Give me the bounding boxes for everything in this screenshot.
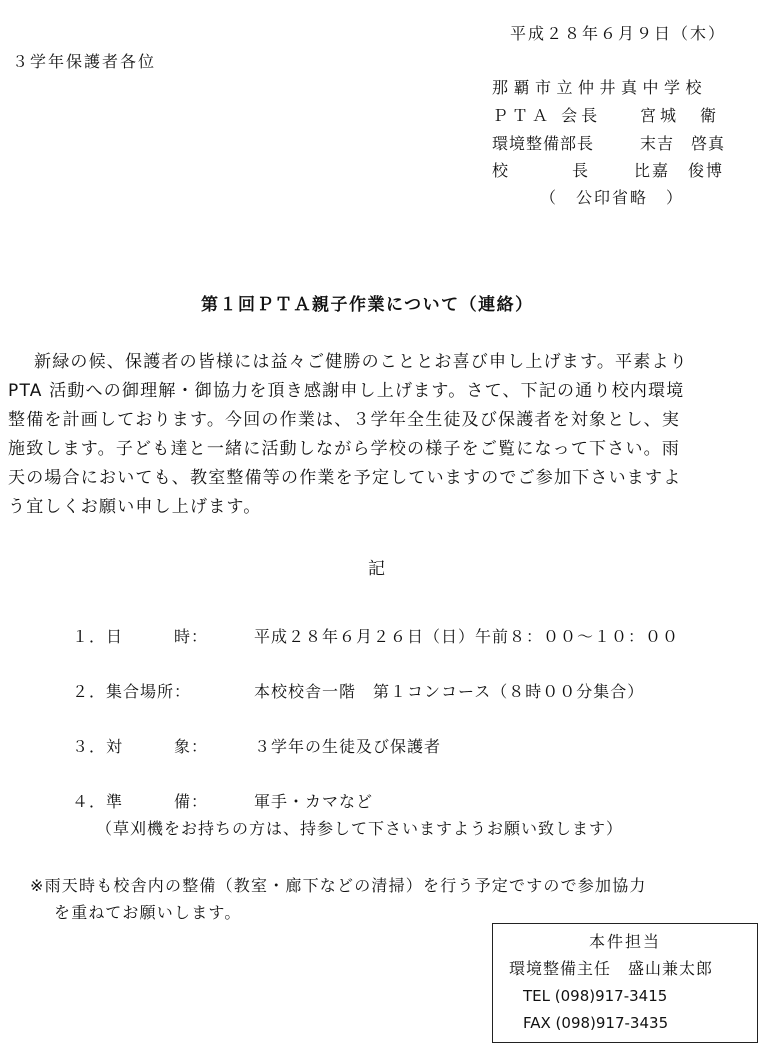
item-1-label: １．日 時： bbox=[72, 627, 209, 646]
body-line: PTA 活動への御理解・御協力を頂き感謝申し上げます。さて、下記の通り校内環境 bbox=[8, 381, 685, 401]
item-4-note: （草刈機をお持ちの方は、持参して下さいますようお願い致します） bbox=[96, 819, 624, 838]
body-line: う宜しくお願い申し上げます。 bbox=[8, 497, 262, 517]
contact-box bbox=[492, 923, 758, 1043]
env-title: 環境整備部長 bbox=[492, 134, 595, 153]
item-3-value: ３学年の生徒及び保護者 bbox=[254, 737, 442, 756]
item-1-value: 平成２８年６月２６日（日）午前８：００〜１０：００ bbox=[254, 627, 680, 646]
document-title: 第１回ＰＴＡ親子作業について（連絡） bbox=[201, 295, 534, 315]
body-line: 新緑の候、保護者の皆様には益々ご健勝のこととお喜び申し上げます。平素より bbox=[34, 352, 688, 372]
env-name: 末吉 啓真 bbox=[640, 134, 726, 153]
contact-tel: TEL (098)917-3415 bbox=[523, 987, 668, 1005]
body-line: 天の場合においても、教室整備等の作業を予定していますのでご参加下さいますよ bbox=[8, 468, 682, 488]
item-3-label: ３．対 象： bbox=[72, 737, 209, 756]
seal-note: （ 公印省略 ） bbox=[540, 188, 685, 207]
document-date: 平成２８年６月９日（木） bbox=[510, 24, 727, 43]
pta-title: ＰＴＡ 会長 bbox=[492, 106, 602, 125]
pta-name: 宮城 衛 bbox=[640, 106, 721, 125]
ki-heading: 記 bbox=[368, 559, 385, 579]
item-2-value: 本校校舎一階 第１コンコース（８時００分集合） bbox=[254, 682, 645, 701]
addressee: ３学年保護者各位 bbox=[12, 52, 157, 71]
contact-person: 環境整備主任 盛山兼太郎 bbox=[509, 959, 714, 978]
body-line: 施致します。子ども達と一緒に活動しながら学校の様子をご覧になって下さい。雨 bbox=[8, 439, 681, 459]
item-4-label: ４．準 備： bbox=[72, 792, 209, 811]
body-paragraph bbox=[8, 348, 758, 377]
principal-name: 比嘉 俊博 bbox=[634, 161, 725, 180]
school-name: 那覇市立仲井真中学校 bbox=[492, 78, 708, 97]
footnote-line-2: を重ねてお願いします。 bbox=[54, 903, 242, 922]
item-4-value: 軍手・カマなど bbox=[254, 792, 374, 811]
contact-fax: FAX (098)917-3435 bbox=[523, 1014, 669, 1032]
item-2-label: ２．集合場所： bbox=[72, 682, 192, 701]
contact-heading: 本件担当 bbox=[589, 932, 662, 951]
body-paragraph-cont bbox=[8, 377, 758, 522]
footnote-line-1: ※雨天時も校舎内の整備（教室・廊下などの清掃）を行う予定ですので参加協力 bbox=[30, 876, 647, 895]
principal-title: 校 長 bbox=[492, 161, 593, 180]
body-line: 整備を計画しております。今回の作業は、３学年全生徒及び保護者を対象とし、実 bbox=[8, 410, 681, 430]
